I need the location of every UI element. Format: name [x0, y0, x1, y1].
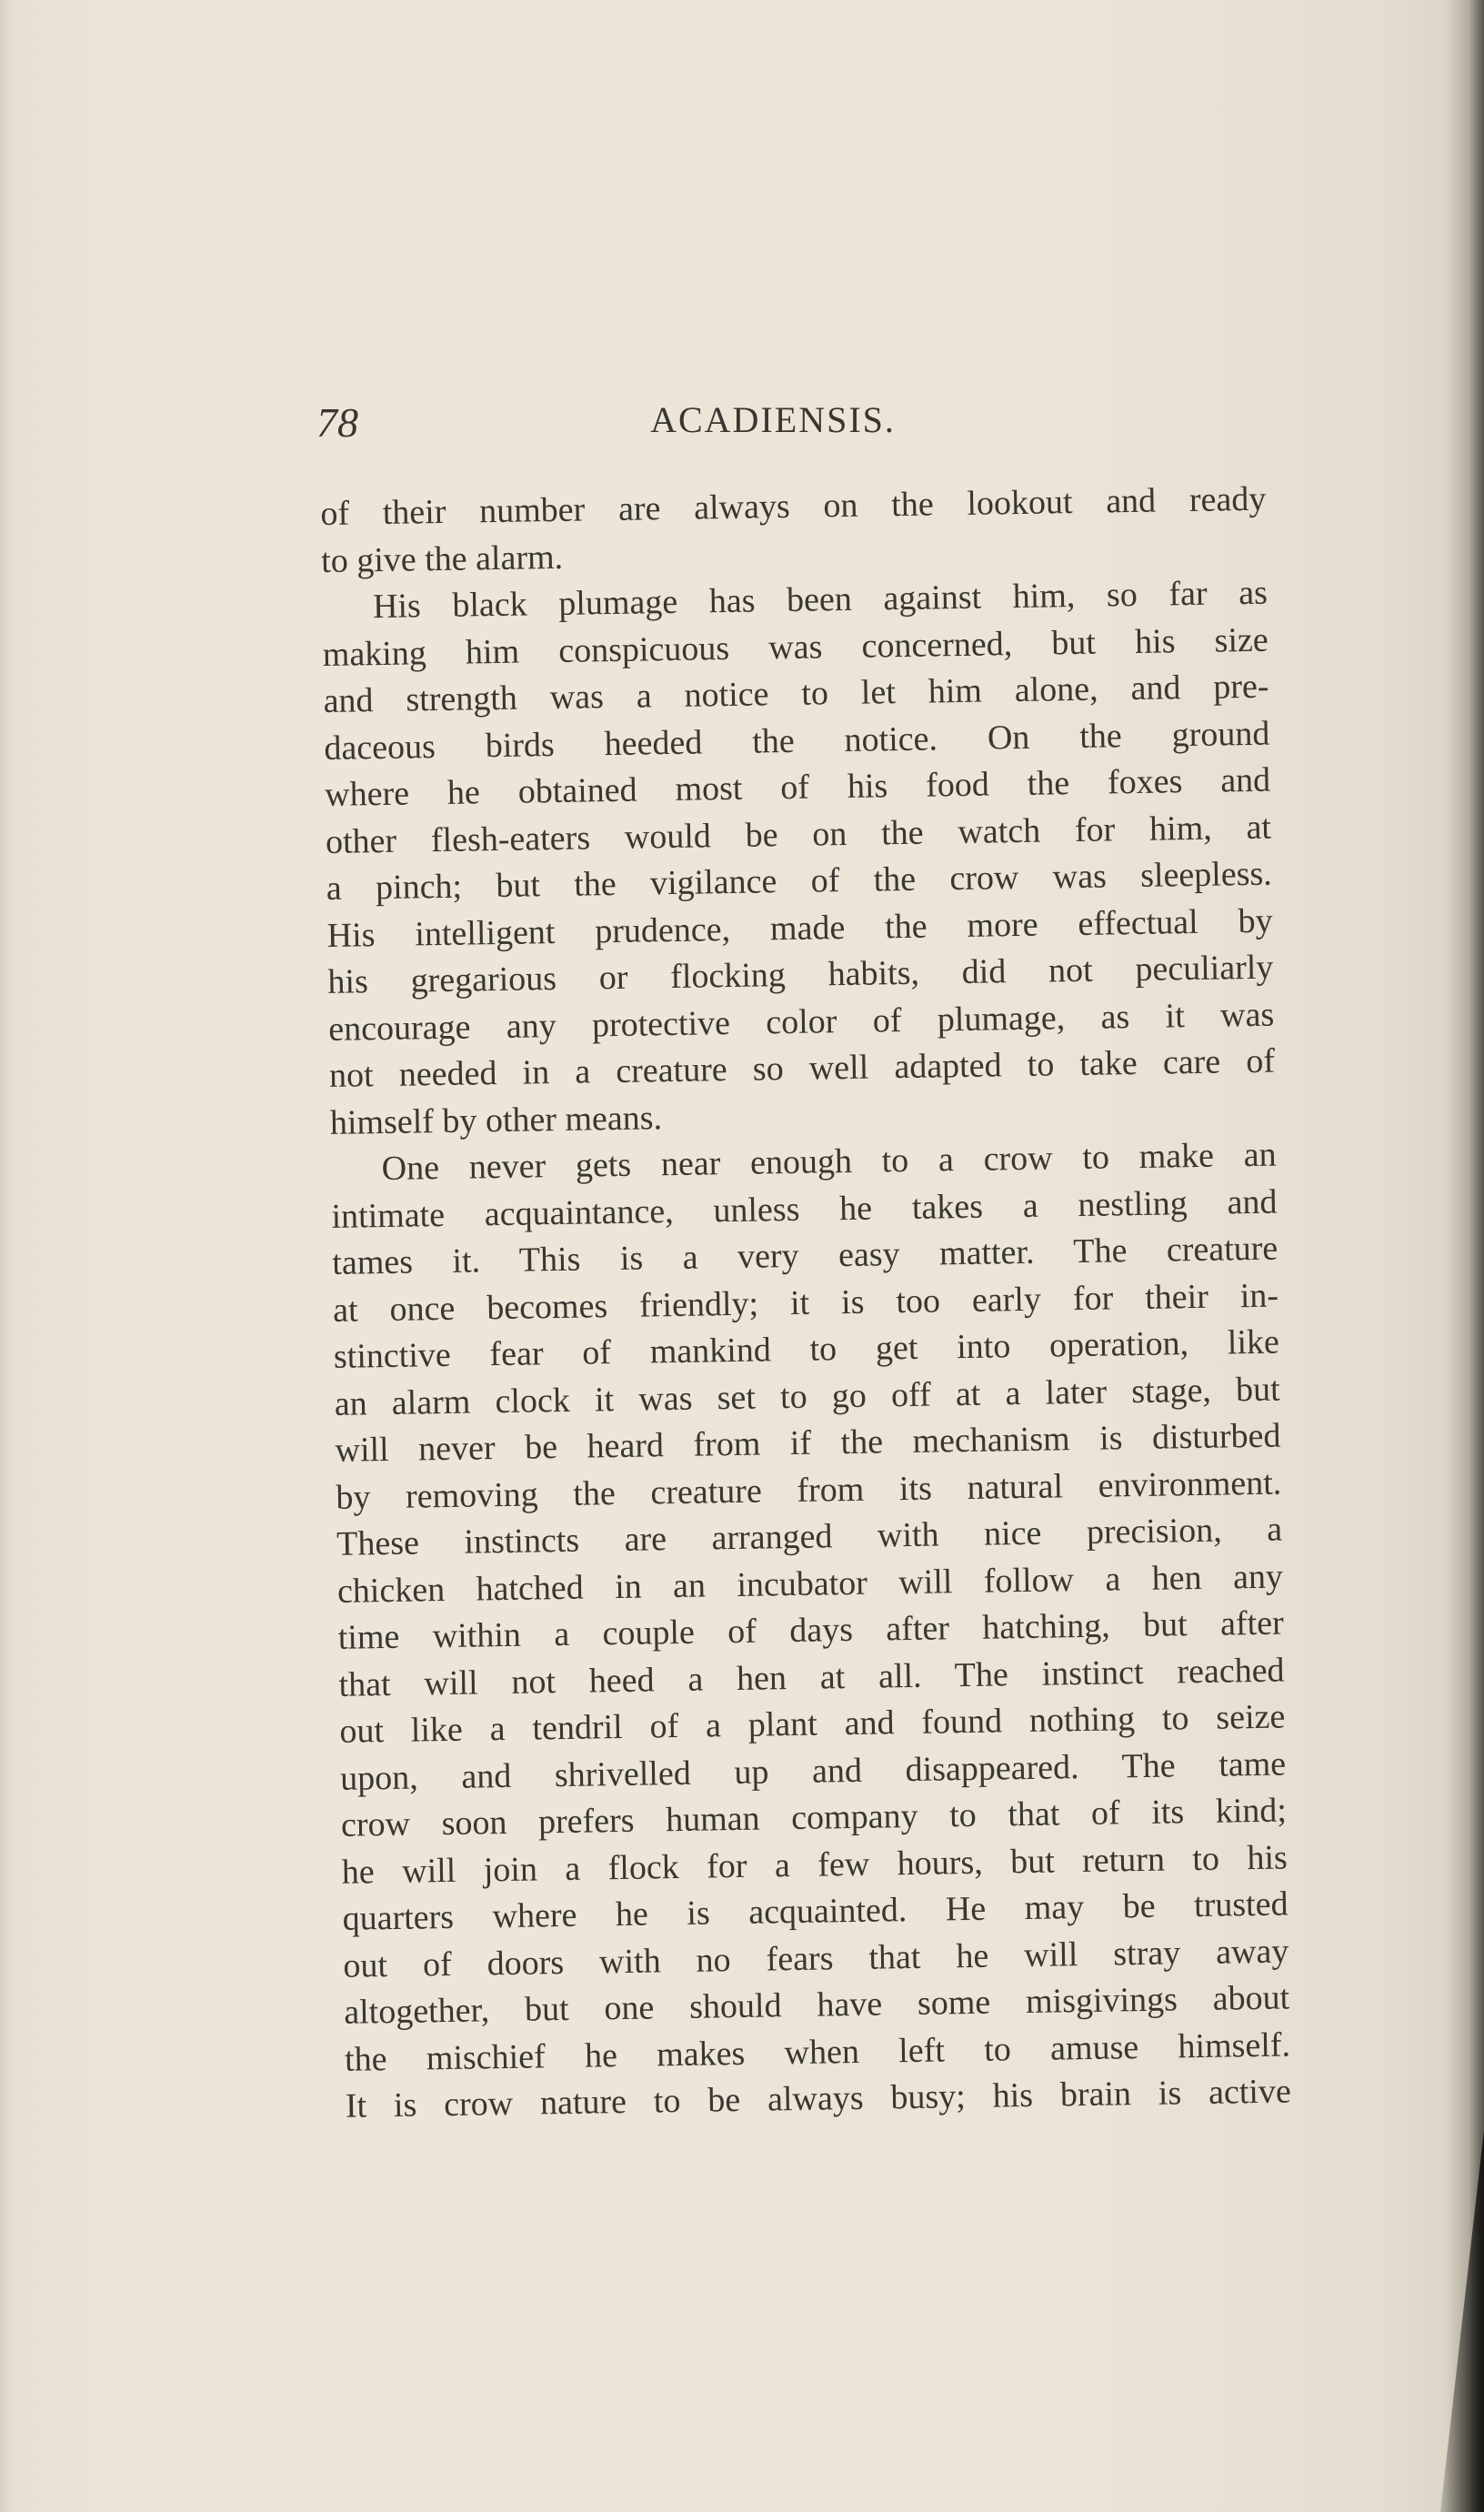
text-line: encourage any protective color of plumage, as it was — [327, 995, 1275, 1049]
text-line: tames it. This is a very easy matter. The creature — [332, 1229, 1278, 1282]
page-header — [309, 393, 1237, 447]
text-line: of their number are always on the lookout and ready — [320, 479, 1267, 533]
text-line: His black plumage has been against him, so far as — [372, 573, 1268, 627]
text-line: he will join a flock for a few hours, but return to his — [341, 1837, 1288, 1892]
text-line: where he obtained most of his food the foxes and — [324, 760, 1271, 814]
text-line: other flesh-eaters would be on the watch for him, at — [325, 808, 1272, 861]
text-line: and strength was a notice to let him alone, and pre- — [323, 667, 1269, 720]
text-line: not needed in a creature so well adapted to take care of — [328, 1041, 1276, 1095]
text-line: an alarm clock it was set to go off at a later stage, but — [334, 1370, 1280, 1423]
text-line: himself by other means. — [329, 1098, 663, 1142]
text-line: One never gets near enough to a crow to make an — [381, 1135, 1277, 1189]
text-line: time within a couple of days after hatching, but after — [337, 1603, 1285, 1657]
text-line: to give the alarm. — [320, 538, 564, 580]
text-line: that will not heed a hen at all. The instinct reached — [338, 1651, 1285, 1704]
text-line: intimate acquaintance, unless he takes a nestling and — [331, 1182, 1278, 1236]
text-line: His intelligent prudence, made the more effectual by — [326, 901, 1273, 955]
text-line: out like a tendril of a plant and found nothing to seize — [339, 1697, 1286, 1751]
text-line: quarters where he is acquainted. He may be trusted — [342, 1884, 1288, 1938]
page-left-edge — [0, 0, 13, 2512]
text-line: stinctive fear of mankind to get into operation, like — [333, 1322, 1280, 1376]
text-line: the mischief he makes when left to amuse himself. — [344, 2025, 1291, 2079]
text-line: altogether, but one should have some misgivings about — [343, 1978, 1290, 2032]
text-line: making him conspicuous was concerned, but his size — [322, 620, 1269, 674]
text-line: at once becomes friendly; it is too early for their in- — [332, 1276, 1279, 1330]
text-line: his gregarious or flocking habits, did not peculiarly — [327, 948, 1274, 1001]
text-line: out of doors with no fears that he will stray away — [343, 1931, 1289, 1985]
text-line: crow soon prefers human company to that of its kind; — [340, 1791, 1288, 1844]
spine-shadow — [1446, 0, 1484, 2512]
text-line: by removing the creature from its natural environment. — [336, 1463, 1282, 1517]
body-text — [320, 477, 1291, 2131]
page-number: 78 — [316, 399, 358, 446]
text-line: chicken hatched in an incubator will follow a hen any — [336, 1557, 1284, 1611]
text-line: These instincts are arranged with nice precision, a — [336, 1510, 1283, 1563]
text-line: It is crow nature to be always busy; his brain is active — [345, 2072, 1292, 2125]
text-line: upon, and shrivelled up and disappeared. The tame — [339, 1743, 1287, 1798]
text-line: will never be heard from if the mechanism is disturbed — [335, 1416, 1281, 1470]
text-line: daceous birds heeded the notice. On the ground — [324, 714, 1270, 768]
running-title: ACADIENSIS. — [650, 399, 896, 440]
text-line: a pinch; but the vigilance of the crow was sleepless. — [326, 854, 1273, 908]
